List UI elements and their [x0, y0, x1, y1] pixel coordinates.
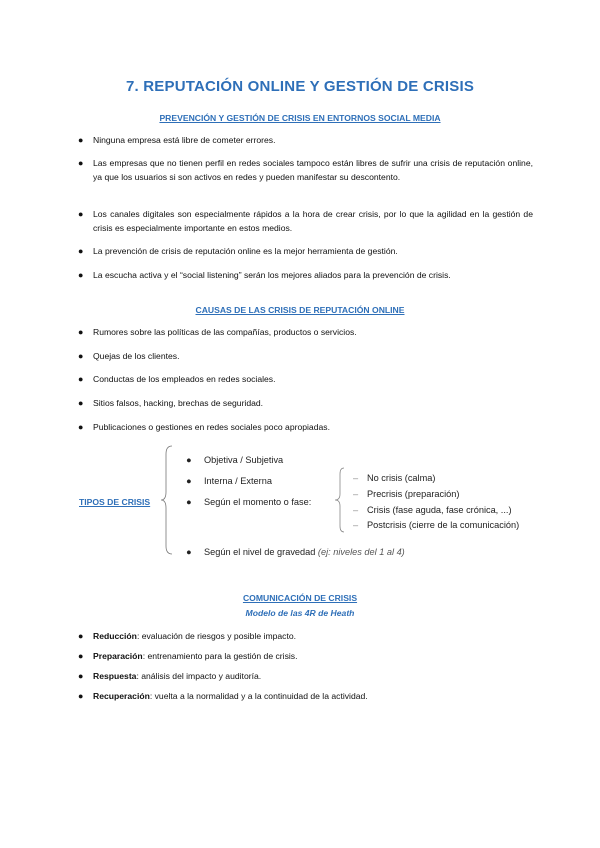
gravedad-note: (ej: niveles del 1 al 4) [317, 547, 405, 557]
page-title: 7. REPUTACIÓN ONLINE Y GESTIÓN DE CRISIS [125, 78, 475, 95]
section-heading-prevencion: PREVENCIÓN Y GESTIÓN DE CRISIS EN ENTORNOS SOCIAL MEDIA [159, 113, 441, 123]
bullet-icon: ● [78, 135, 84, 145]
bullet-icon: ● [78, 246, 84, 256]
bullet-icon: ● [78, 374, 84, 384]
list-item: ● Las empresas que no tienen perfil en redes sociales tampoco están libres de sufrir una crisis de reputación online, ya que los usuarios si son activos en redes y pueden manifestar su descontento. [78, 158, 533, 182]
inner-brace-icon [334, 466, 346, 534]
list-item: ● Sitios falsos, hacking, brechas de seguridad. [78, 398, 264, 408]
bullet-icon: ● [78, 270, 84, 280]
bullet-icon: ● [78, 327, 84, 337]
bullet-icon: ● [186, 455, 192, 465]
tipos-item: ● Según el momento o fase: [186, 497, 312, 507]
tipos-item: ● Según el nivel de gravedad (ej: niveles del 1 al 4) [186, 547, 405, 557]
dash-icon: – [353, 505, 359, 515]
list-item: ● Quejas de los clientes. [78, 351, 180, 361]
list-item: ● Publicaciones o gestiones en redes sociales poco apropiadas. [78, 422, 330, 432]
fase-item: – Crisis (fase aguda, fase crónica, ...) [353, 505, 512, 515]
bullet-icon: ● [78, 671, 84, 681]
list-item: ● Reducción: evaluación de riesgos y posible impacto. [78, 631, 297, 641]
bullet-icon: ● [78, 691, 84, 701]
bullet-icon: ● [78, 631, 84, 641]
fase-item: – Precrisis (preparación) [353, 489, 460, 499]
bullet-icon: ● [78, 398, 84, 408]
list-item: ● La escucha activa y el “social listening” serán los mejores aliados para la prevención de crisis. [78, 270, 451, 280]
dash-icon: – [353, 520, 359, 530]
bullet-icon: ● [78, 158, 84, 168]
bullet-icon: ● [78, 422, 84, 432]
fase-item: – No crisis (calma) [353, 473, 436, 483]
list-item: ● Preparación: entrenamiento para la gestión de crisis. [78, 651, 298, 661]
outer-brace-icon [160, 444, 174, 556]
bullet-icon: ● [78, 209, 84, 219]
list-item: ● Conductas de los empleados en redes sociales. [78, 374, 276, 384]
list-item: ● La prevención de crisis de reputación online es la mejor herramienta de gestión. [78, 246, 398, 256]
dash-icon: – [353, 473, 359, 483]
list-item: ● Respuesta: análisis del impacto y auditoría. [78, 671, 262, 681]
bullet-icon: ● [78, 351, 84, 361]
list-item: ● Los canales digitales son especialmente rápidos a la hora de crear crisis, por lo que la agilidad en la gestión de crisis es especialmente importante en estos medios. [78, 209, 533, 233]
tipos-item: ● Objetiva / Subjetiva [186, 455, 284, 465]
tipos-item: ● Interna / Externa [186, 476, 272, 486]
list-item: ● Rumores sobre las políticas de las compañías, productos o servicios. [78, 327, 357, 337]
list-item: ● Ninguna empresa está libre de cometer errores. [78, 135, 276, 145]
bullet-icon: ● [78, 651, 84, 661]
section-heading-comunicacion: COMUNICACIÓN DE CRISIS [242, 593, 358, 603]
fase-item: – Postcrisis (cierre de la comunicación) [353, 520, 520, 530]
bullet-icon: ● [186, 497, 192, 507]
tipos-label: TIPOS DE CRISIS [79, 497, 151, 507]
section-heading-causas: CAUSAS DE LAS CRISIS DE REPUTACIÓN ONLINE [195, 305, 405, 315]
bullet-icon: ● [186, 476, 192, 486]
dash-icon: – [353, 489, 359, 499]
section-subheading-modelo: Modelo de las 4R de Heath [245, 608, 355, 618]
bullet-icon: ● [186, 547, 192, 557]
list-item: ● Recuperación: vuelta a la normalidad y a la continuidad de la actividad. [78, 691, 368, 701]
